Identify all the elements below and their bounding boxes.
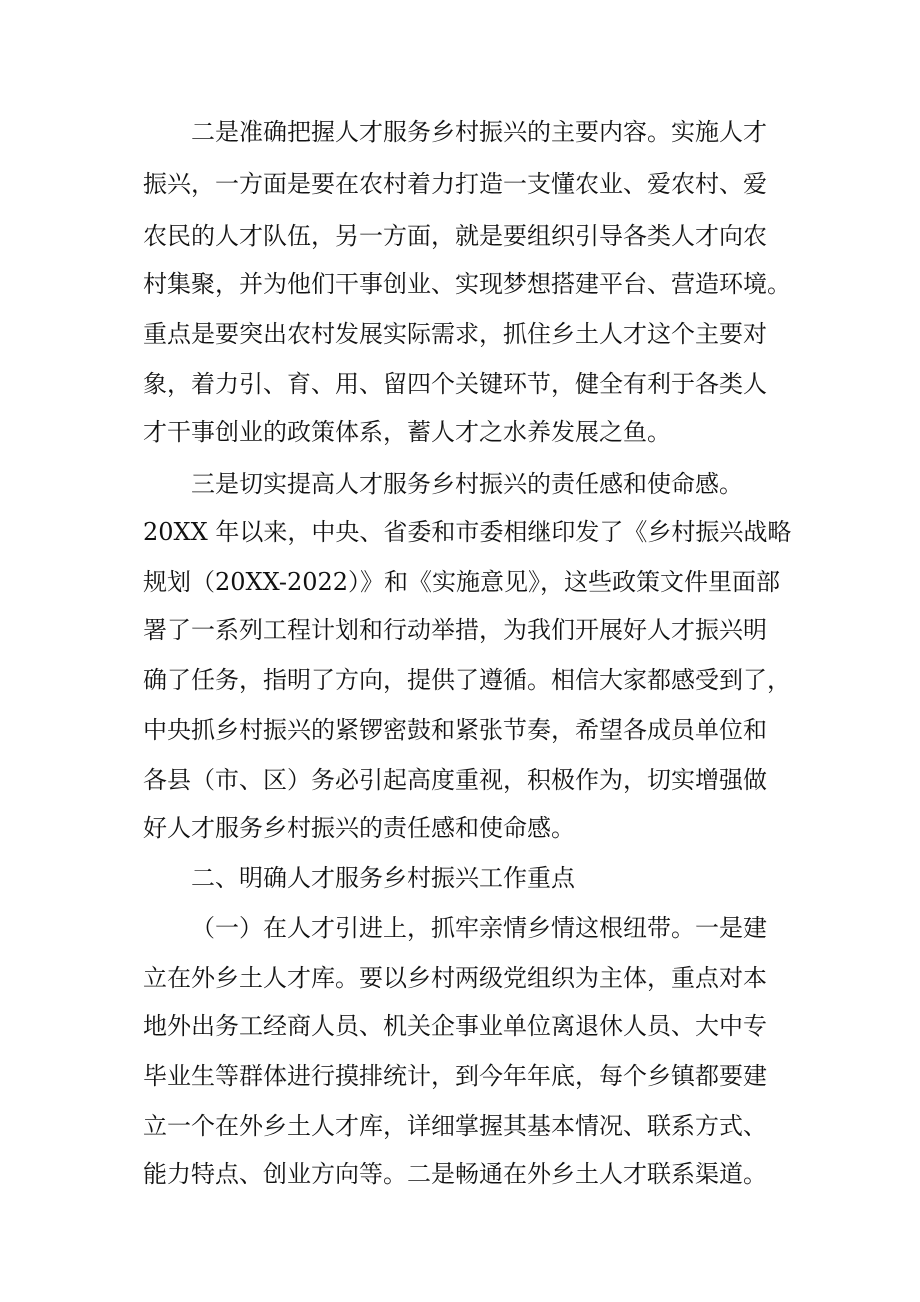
text-line-4: 村集聚，并为他们干事创业、实现梦想搭建平台、营造环境。 — [143, 270, 791, 298]
text-line-11: 署了一系列工程计划和行动举措，为我们开展好人才振兴明 — [143, 616, 767, 644]
text-line-5: 重点是要突出农村发展实际需求，抓住乡土人才这个主要对 — [143, 320, 767, 348]
text-line-15: 好人才服务乡村振兴的责任感和使命感。 — [143, 814, 575, 842]
text-line-3: 农民的人才队伍，另一方面，就是要组织引导各类人才向农 — [143, 222, 767, 250]
text-line-19: 地外出务工经商人员、机关企事业单位离退休人员、大中专 — [143, 1012, 767, 1040]
text-line-10: 规划（20XX-2022）》和《实施意见》，这些政策文件里面部 — [143, 568, 781, 596]
text-line-7: 才干事创业的政策体系，蓄人才之水养发展之鱼。 — [143, 418, 671, 446]
text-line-12: 确了任务，指明了方向，提供了遵循。相信大家都感受到了， — [143, 666, 791, 694]
text-line-18: 立在外乡土人才库。要以乡村两级党组织为主体，重点对本 — [143, 964, 767, 992]
text-line-20: 毕业生等群体进行摸排统计，到今年年底，每个乡镇都要建 — [143, 1062, 767, 1090]
text-line-6: 象，着力引、育、用、留四个关键环节，健全有利于各类人 — [143, 370, 767, 398]
text-line-9: 20XX 年以来，中央、省委和市委相继印发了《乡村振兴战略 — [143, 518, 792, 546]
text-line-21: 立一个在外乡土人才库，详细掌握其基本情况、联系方式、 — [143, 1112, 767, 1140]
section-heading: 二、明确人才服务乡村振兴工作重点 — [191, 864, 575, 892]
text-line-13: 中央抓乡村振兴的紧锣密鼓和紧张节奏，希望各成员单位和 — [143, 716, 767, 744]
text-line-8: 三是切实提高人才服务乡村振兴的责任感和使命感。 — [191, 470, 743, 498]
text-line-22: 能力特点、创业方向等。二是畅通在外乡土人才联系渠道。 — [143, 1160, 767, 1188]
text-line-1: 二是准确把握人才服务乡村振兴的主要内容。实施人才 — [191, 118, 767, 146]
text-line-2: 振兴，一方面是要在农村着力打造一支懂农业、爱农村、爱 — [143, 170, 767, 198]
text-line-17: （一）在人才引进上，抓牢亲情乡情这根纽带。一是建 — [191, 914, 767, 942]
text-line-14: 各县（市、区）务必引起高度重视，积极作为，切实增强做 — [143, 766, 767, 794]
